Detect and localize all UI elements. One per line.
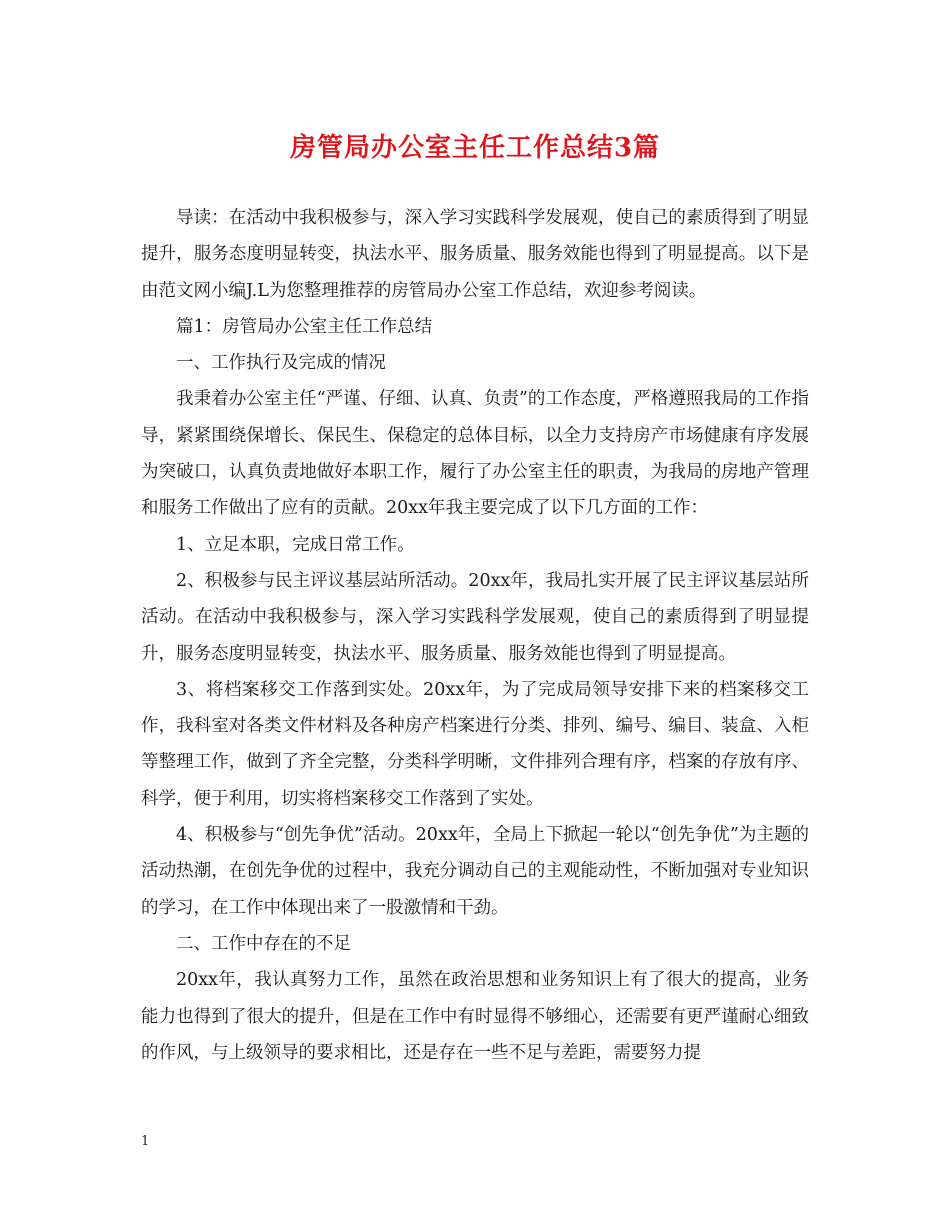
- section-heading-part1: 篇1：房管局办公室主任工作总结: [176, 316, 433, 337]
- list-item-2: 2、积极参与民主评议基层站所活动。20xx年，我局扎实开展了民主评议基层站所活动。在活动中我积极参与，深入学习实践科学发展观，使自己的素质得到了明显提升，服务态度明显转变，执法水平、服务质量、服务效能也得到了明显提高。: [141, 570, 809, 664]
- list-item-4: 4、积极参与“创先争优”活动。20xx年，全局上下掀起一轮以“创先争优”为主题的活动热潮，在创先争优的过程中，我充分调动自己的主观能动性，不断加强对专业知识的学习，在工作中体现出来了一股激情和干劲。: [141, 825, 809, 918]
- section-heading-shortcomings: 二、工作中存在的不足: [176, 933, 351, 954]
- intro-paragraph: 导读：在活动中我积极参与，深入学习实践科学发展观，使自己的素质得到了明显提升，服务态度明显转变，执法水平、服务质量、服务效能也得到了明显提高。以下是由范文网小编J.L为您整理推荐的房管局办公室工作总结，欢迎参考阅读。: [141, 208, 809, 301]
- list-item-3: 3、将档案移交工作落到实处。20xx年，为了完成局领导安排下来的档案移交工作，我科室对各类文件材料及各种房产档案进行分类、排列、编号、编目、装盒、入柜等整理工作，做到了齐全完整，分类科学明晰，文件排列合理有序，档案的存放有序、科学，便于利用，切实将档案移交工作落到了实处。: [141, 679, 809, 809]
- list-item-1: 1、立足本职，完成日常工作。: [176, 534, 415, 555]
- section-heading-completion: 一、工作执行及完成的情况: [176, 353, 386, 374]
- body-paragraph-attitude: 我秉着办公室主任“严谨、仔细、认真、负责”的工作态度，严格遵照我局的工作指导，紧紧围绕保增长、保民生、保稳定的总体目标，以全力支持房产市场健康有序发展为突破口，认真负责地做好本职工作，履行了办公室主任的职责，为我局的房地产管理和服务工作做出了应有的贡献。20xx年我主要完成了以下几方面的工作：: [141, 389, 809, 519]
- document-body: [141, 200, 809, 1071]
- document-title: 房管局办公室主任工作总结3篇: [289, 133, 661, 163]
- body-paragraph-shortcomings: 20xx年，我认真努力工作，虽然在政治思想和业务知识上有了很大的提高，业务能力也得到了很大的提升，但是在工作中有时显得不够细心，还需要有更严谨耐心细致的作风，与上级领导的要求相比，还是存在一些不足与差距，需要努力提: [141, 970, 809, 1063]
- page-number: 1: [141, 1134, 150, 1149]
